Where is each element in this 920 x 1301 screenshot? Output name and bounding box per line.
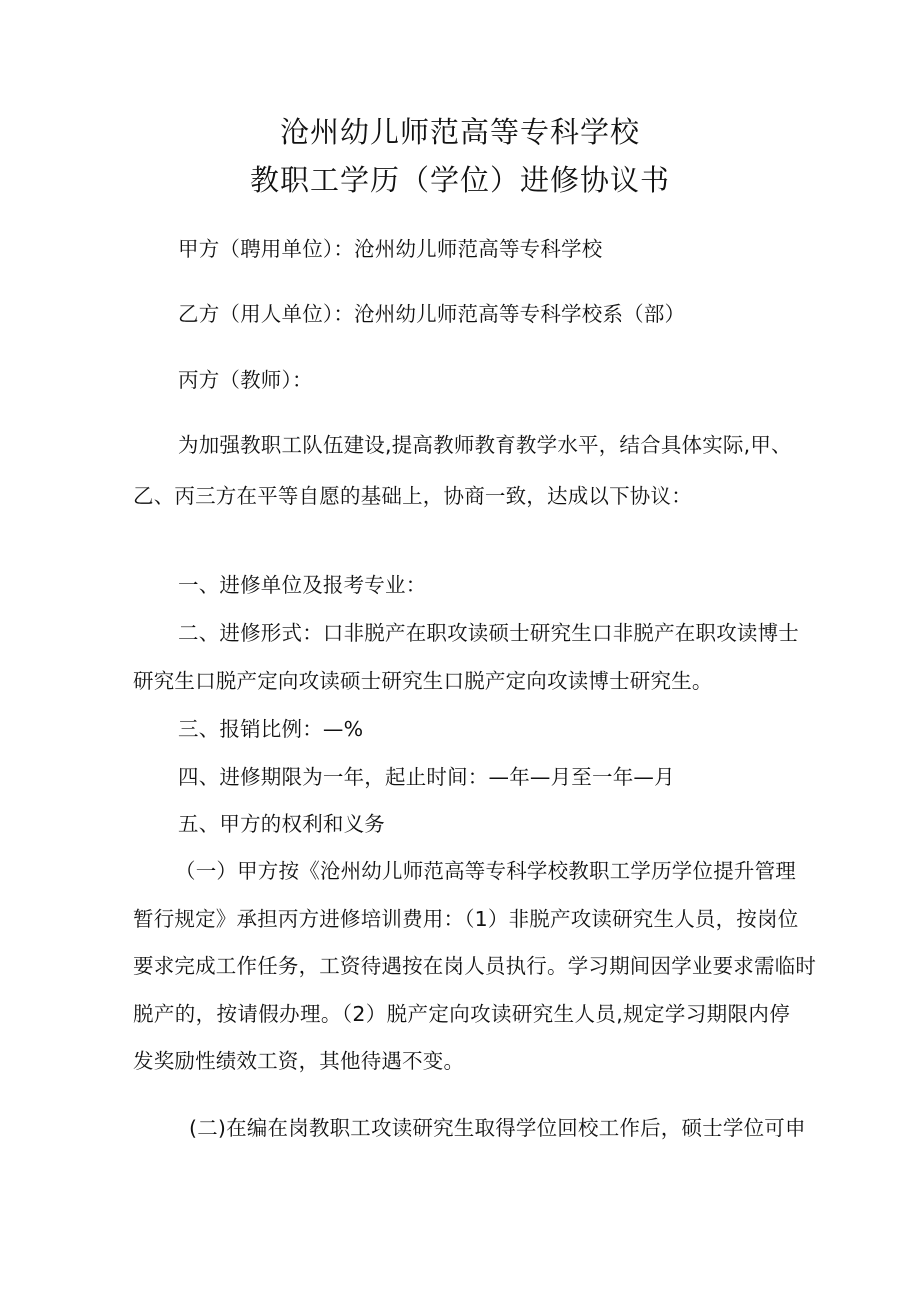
party-a-line: 甲方（聘用单位）：沧州幼儿师范高等专科学校 <box>178 237 603 261</box>
document-title-agreement: 教职工学历（学位）进修协议书 <box>249 163 670 197</box>
subclause-1-line4: 脱产的，按请假办理。（2）脱产定向攻读研究生人员,规定学习期限内停 <box>133 1002 790 1026</box>
intro-paragraph-line2: 乙、丙三方在平等自愿的基础上，协商一致，达成以下协议： <box>133 484 692 508</box>
clause-2-line2: 研究生口脱产定向攻读硕士研究生口脱产定向攻读博士研究生。 <box>133 669 713 693</box>
party-c-line: 丙方（教师）： <box>178 368 313 392</box>
document-title-school: 沧州幼儿师范高等专科学校 <box>279 115 640 149</box>
subclause-2-line1: (二)在编在岗教职工攻读研究生取得学位回校工作后，硕士学位可申 <box>189 1116 806 1140</box>
subclause-1-line3: 要求完成工作任务，工资待遇按在岗人员执行。学习期间因学业要求需临时 <box>133 954 817 978</box>
clause-3: 三、报销比例：—% <box>178 717 364 741</box>
subclause-1-line2: 暂行规定》承担丙方进修培训费用：（1）非脱产攻读研究生人员，按岗位 <box>133 907 799 931</box>
clause-4: 四、进修期限为一年，起止时间：—年—月至一年—月 <box>178 765 675 789</box>
subclause-1-line5: 发奖励性绩效工资，其他待遇不变。 <box>133 1049 465 1073</box>
intro-paragraph-line1: 为加强教职工队伍建设,提高教师教育教学水平，结合具体实际,甲、 <box>178 433 792 457</box>
clause-2-line1: 二、进修形式：口非脱产在职攻读硕士研究生口非脱产在职攻读博士 <box>178 621 799 645</box>
clause-1: 一、进修单位及报考专业： <box>178 573 427 597</box>
party-b-line: 乙方（用人单位）：沧州幼儿师范高等专科学校系（部） <box>178 302 686 326</box>
subclause-1-line1: （一）甲方按《沧州幼儿师范高等专科学校教职工学历学位提升管理 <box>175 859 796 883</box>
clause-5-heading: 五、甲方的权利和义务 <box>178 812 385 836</box>
